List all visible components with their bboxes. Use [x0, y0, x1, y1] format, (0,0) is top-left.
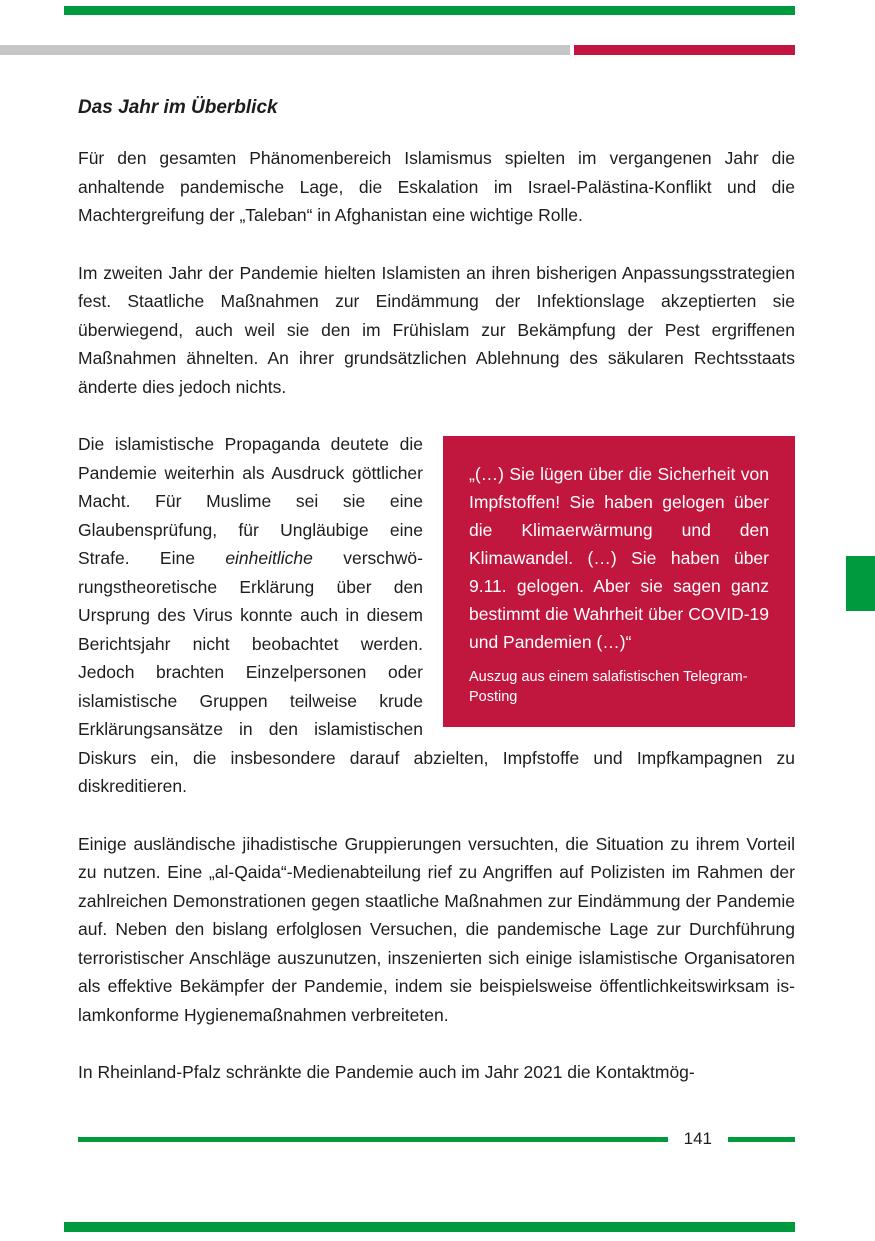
footer-line-right	[728, 1137, 795, 1142]
paragraph-5: In Rheinland-Pfalz schränkte die Pandemie auch im Jahr 2021 die Kontaktmög-	[78, 1062, 695, 1082]
paragraph-4: Einige ausländische jihadistische Gruppierungen versuchten, die Situation zu ihrem Vorteil zu nutzen. Eine „al-Qaida“-Medienabteilung rief zu Angriffen auf Polizisten im Rahmen der zahlreichen Demonstrationen gegen staatliche Maßnahmen zur Eindämmung der Pandemie auf. Neben den bislang erfolglosen Versuchen, die pandemische Lage zur Durchführung terroristischer Anschläge auszunutzen, inszenierten sich einige islamistische Organisatoren als effektive Bekämpfer der Pandemie, indem sie beispielsweise öffentlichkeitswirksam islamkonforme Hygienemaßnahmen verbreiteten.	[78, 833, 795, 1025]
page-content	[78, 96, 795, 1116]
footer-line-left	[78, 1137, 668, 1142]
page-number: 141	[683, 1129, 712, 1148]
paragraph-3-block	[78, 430, 795, 830]
paragraph-3-part1: Die islamistische Propaganda deutete die Pandemie weiterhin als Ausdruck göttlicher Macht. Für Muslime sei sie eine Glaubensprüfung, für Ungläubige eine Strafe. Eine	[78, 434, 423, 568]
paragraph-3-emphasis: einheitliche	[225, 548, 313, 568]
paragraph-2: Im zweiten Jahr der Pandemie hielten Islamisten an ihren bisherigen Anpassungsstrategien fest. Staatliche Maßnahmen zur Eindämmung der Infektionslage akzeptierten sie überwiegend, auch weil sie den im Frühislam zur Bekämpfung der Pest ergriffenen Maßnahmen ähnelten. An ihrer grundsätzlichen Ablehnung des säkularen Rechtsstaats änderte dies jedoch nichts.	[78, 262, 795, 397]
paragraph-1: Für den gesamten Phänomenbereich Islamismus spielten im vergangenen Jahr die anhaltende pandemische Lage, die Eskalation im Israel-Palästina-Konflikt und die Machtergreifung der „Taleban“ in Afghanistan eine wichtige Rolle.	[78, 148, 795, 225]
quote-text: „(…) Sie lügen über die Sicherheit von Impfstoffen! Sie haben gelogen über die Klimaerwärmung und den Klimawandel. (…) Sie haben über 9.11. gelogen. Aber sie sagen ganz bestimmt die Wahrheit über COVID-19 und Pandemien (…)“	[469, 464, 769, 652]
quote-caption: Auszug aus einem salafistischen Telegram-Posting	[469, 669, 748, 705]
quote-box	[443, 436, 795, 727]
paragraph-3-part2: verschwörungstheoretische Erklärung über den Ursprung des Virus konnte auch in diesem Berichtsjahr nicht beobachtet werden. Jedoch brachten Einzelpersonen oder islamistische Gruppen teilweise krude Erklärungsansätze in den islamistischen Diskurs ein, die insbesondere darauf abzielten, Impfstoffe und Impfkampagnen zu diskreditieren.	[78, 548, 795, 796]
bottom-green-bar	[64, 1222, 795, 1232]
header-gray-bar	[0, 45, 570, 55]
section-heading: Das Jahr im Überblick	[78, 97, 278, 118]
chapter-side-tab	[846, 556, 875, 611]
page-footer	[78, 1128, 795, 1150]
header-red-bar	[574, 45, 795, 55]
top-green-bar	[64, 6, 795, 15]
